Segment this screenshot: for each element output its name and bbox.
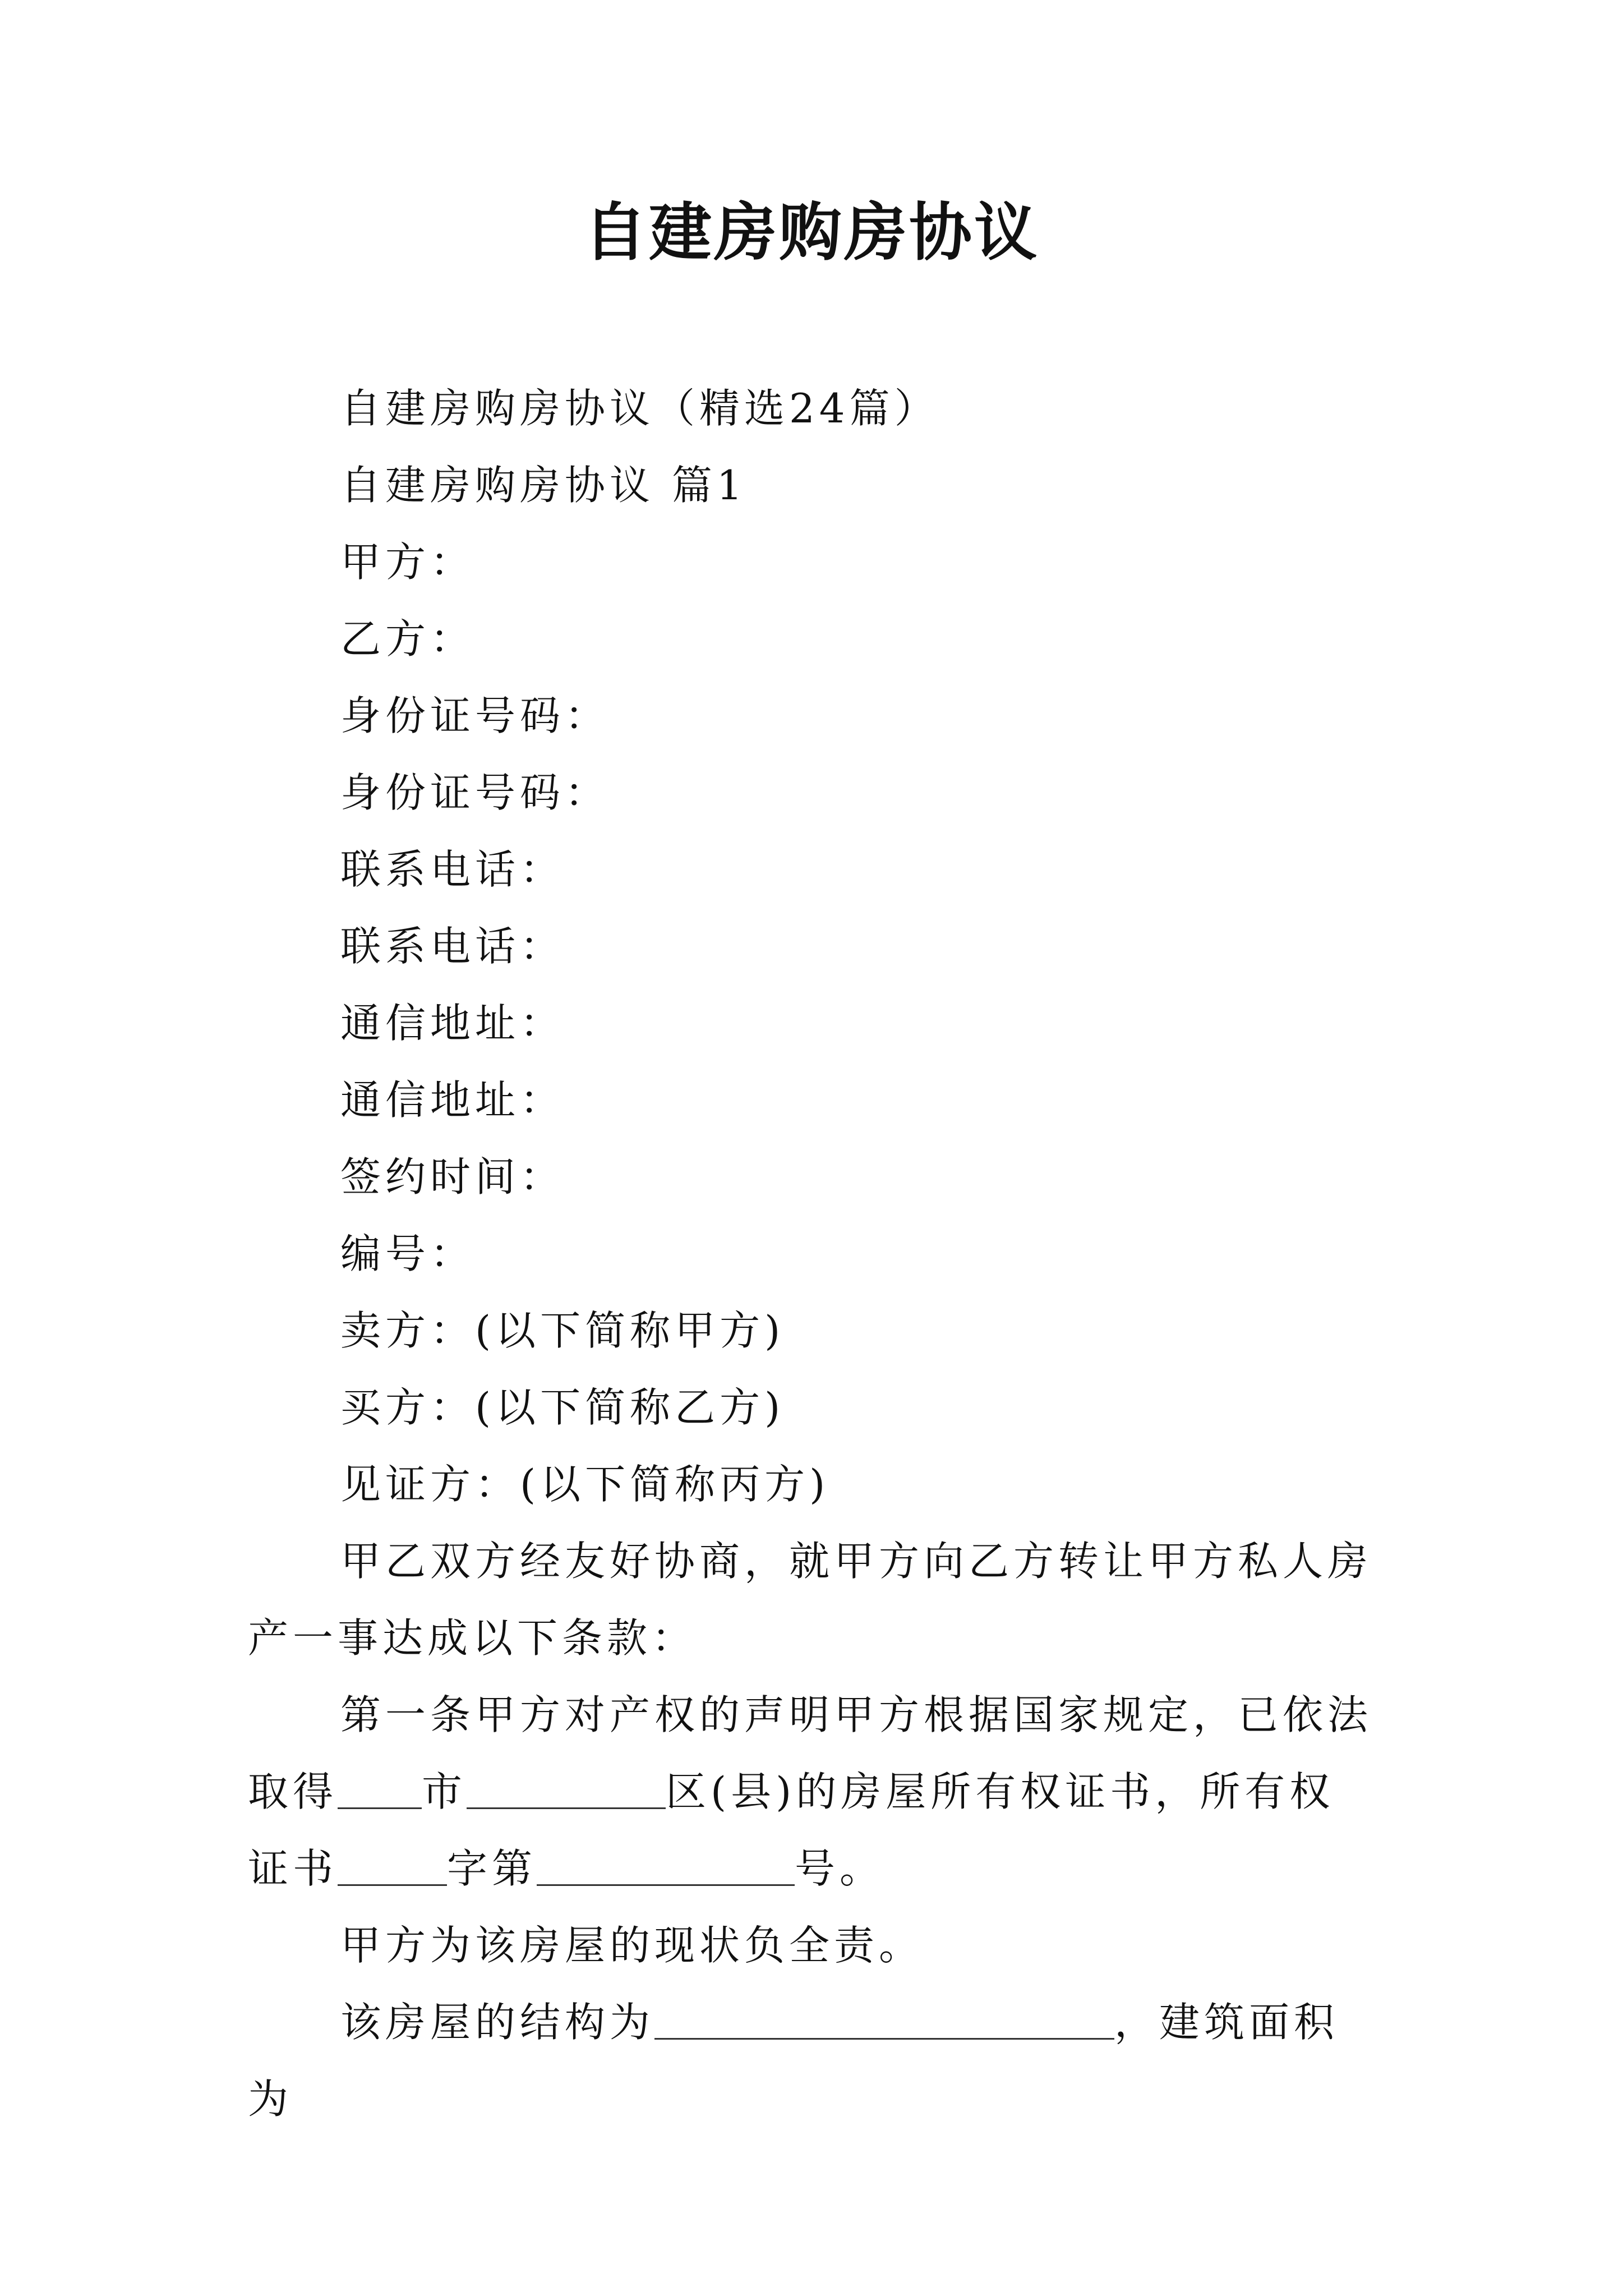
blank-structure[interactable] xyxy=(654,2002,1114,2040)
clause-1-text-c: 区(县)的房屋所有权证书，所有权证书 xyxy=(248,1768,1335,1892)
address-label-b: 通信地址： xyxy=(340,1076,565,1124)
party-b-label: 乙方： xyxy=(340,615,476,662)
witness-label: 见证方：(以下简称丙方) xyxy=(340,1461,830,1508)
clause-1-text-d: 字第 xyxy=(447,1845,537,1892)
blank-certificate-number[interactable] xyxy=(537,1848,795,1886)
document-title: 自建房购房协议 xyxy=(584,196,1039,269)
clause-1-text-b: 市 xyxy=(422,1768,467,1815)
clause-1-text-a: 第一条甲方对产权的声明甲方根据国家规定，已依法取得 xyxy=(248,1691,1373,1815)
blank-district[interactable] xyxy=(467,1772,666,1809)
structure-text-a: 该房屋的结构为 xyxy=(340,1999,655,2046)
section-heading: 自建房购房协议 篇1 xyxy=(340,462,747,509)
address-label-a: 通信地址： xyxy=(340,1000,565,1047)
serial-number-label: 编号： xyxy=(340,1230,476,1277)
phone-label-a: 联系电话： xyxy=(340,846,565,893)
document-body xyxy=(248,370,1378,2138)
blank-city[interactable] xyxy=(338,1772,422,1809)
seller-label: 卖方：(以下简称甲方) xyxy=(340,1307,785,1354)
buyer-label: 买方：(以下简称乙方) xyxy=(340,1384,785,1431)
responsibility-paragraph: 甲方为该房屋的现状负全责。 xyxy=(340,1922,924,1969)
id-number-label-b: 身份证号码： xyxy=(340,769,610,816)
clause-1-paragraph xyxy=(248,1677,1378,1907)
structure-text-b: ，建筑面积为 xyxy=(248,1999,1339,2123)
id-number-label-a: 身份证号码： xyxy=(340,692,610,739)
party-a-label: 甲方： xyxy=(340,539,476,586)
clause-1-text-e: 号。 xyxy=(795,1845,885,1892)
agreement-intro-paragraph: 甲乙双方经友好协商，就甲方向乙方转让甲方私人房产一事达成以下条款： xyxy=(248,1538,1373,1662)
subtitle-line: 自建房购房协议（精选24篇） xyxy=(340,385,939,432)
phone-label-b: 联系电话： xyxy=(340,923,565,970)
structure-paragraph xyxy=(248,1984,1378,2138)
blank-certificate-prefix[interactable] xyxy=(338,1848,447,1886)
signing-date-label: 签约时间： xyxy=(340,1153,565,1200)
